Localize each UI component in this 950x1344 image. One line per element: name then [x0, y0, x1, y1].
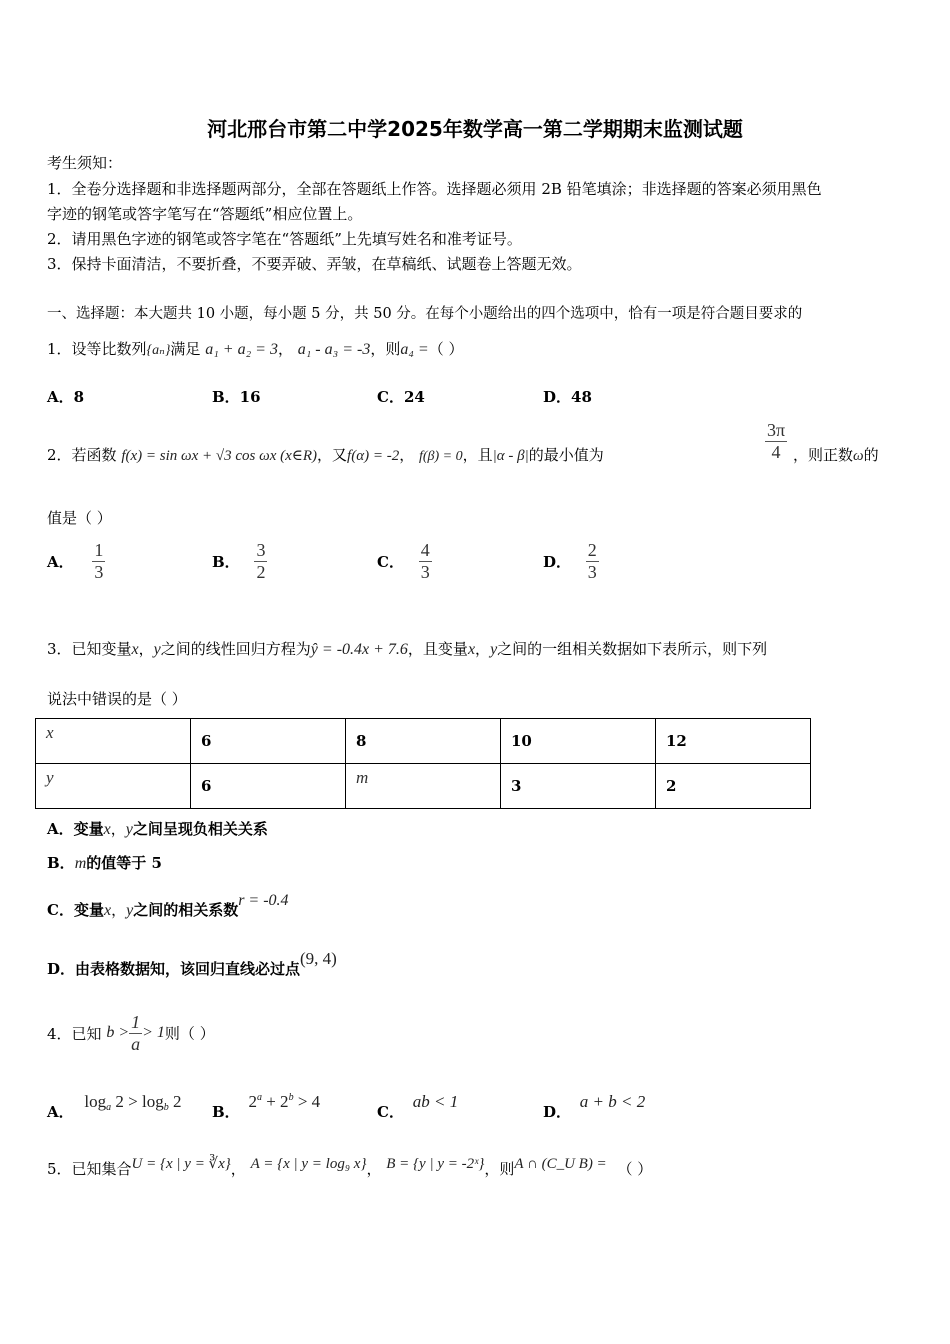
table-cell: 10 [501, 719, 656, 764]
q1-option-c[interactable]: C．24 [377, 388, 425, 406]
q4-option-b-label: B． [212, 1103, 240, 1121]
table-cell: 8 [346, 719, 501, 764]
q4-option-c-expr: ab < 1 [412, 1092, 459, 1111]
q3-option-a-label: A．变量 [47, 820, 104, 838]
q1-option-b[interactable]: B．16 [212, 388, 261, 406]
q4-den: a [131, 1033, 141, 1054]
q2-option-b[interactable] [212, 540, 267, 582]
q1-condition-1: a₁ + a₂ = 3 [205, 341, 278, 358]
q2-option-b-num: 3 [256, 540, 266, 560]
q4-option-c[interactable] [377, 1092, 458, 1122]
q2-option-c-num: 4 [420, 540, 430, 560]
q1-sep: ， [277, 340, 293, 358]
q4-option-d[interactable] [543, 1092, 645, 1122]
q3-option-d-point: (9, 4) [300, 949, 337, 968]
q3-option-c-label: C．变量 [47, 901, 104, 919]
question-5 [47, 1158, 652, 1179]
q2-min-num: 3π [767, 420, 786, 440]
notice-line-3: 3．保持卡面清洁，不要折叠，不要弄破、弄皱，在草稿纸、试题卷上答题无效。 [47, 255, 582, 273]
q3-x: x [131, 641, 139, 658]
q5-set-a: A = {x | y = log₉ x} [250, 1156, 367, 1172]
q3-option-c-comma: ， [111, 901, 127, 919]
q1-sequence: {aₙ} [146, 343, 171, 358]
q4-b: b > [106, 1024, 130, 1042]
q4-prefix: 4．已知 [47, 1024, 102, 1043]
q2-option-a[interactable] [47, 540, 105, 582]
data-table [35, 718, 811, 809]
q2-option-b-den: 2 [256, 561, 266, 582]
q3-x-2: x [467, 641, 476, 658]
q3-option-c-text: 之间的相关系数 [133, 901, 239, 919]
q3-option-a[interactable] [47, 818, 268, 839]
q2-option-a-den: 3 [94, 561, 104, 582]
table-row [36, 764, 811, 809]
q2-t2: ， [399, 446, 415, 464]
q3-t1: 之间的线性回归方程为 [160, 640, 311, 658]
q3-option-d-label: D．由表格数据知，该回归直线必过点 [47, 960, 301, 978]
question-1 [47, 338, 463, 359]
q3-t3: 之间的一组相关数据如下表所示，则下列 [497, 640, 768, 658]
q4-num: 1 [131, 1012, 141, 1032]
q2-omega: ω [853, 448, 864, 464]
q2-option-b-label: B． [212, 552, 240, 571]
q5-set-b: B = {y | y = -2ˣ} [386, 1156, 485, 1172]
q4-option-a-expr: $\log_a 2 > \log_b 2$ [84, 1092, 182, 1113]
q5-t1: ，则 [484, 1160, 515, 1178]
q2-option-a-num: 1 [94, 540, 104, 560]
q1-target: a₄ = [400, 341, 429, 358]
q2-option-c-den: 3 [420, 561, 430, 582]
table-cell: 6 [191, 764, 346, 809]
q1-option-d[interactable]: D．48 [543, 388, 592, 406]
table-cell: m [346, 764, 501, 809]
q2-option-d-den: 3 [587, 561, 597, 582]
q3-line-2: 说法中错误的是（ ） [47, 690, 187, 708]
table-cell: 6 [191, 719, 346, 764]
q4-option-d-expr: a + b < 2 [579, 1092, 646, 1111]
q2-t5: ，则正数 [793, 446, 854, 464]
q3-option-a-y: y [125, 821, 133, 838]
q5-t2: （ ） [617, 1160, 653, 1178]
q5-prefix: 5．已知集合 [47, 1160, 132, 1178]
q1-then: ，则 [370, 340, 401, 358]
q2-function: f(x) = sin ωx + √3 cos ωx (x∈R) [121, 448, 318, 464]
q2-option-d[interactable] [543, 540, 599, 582]
q4-option-b-expr: $2^a + 2^b > 4$ [248, 1092, 321, 1111]
q1-blank: （ ） [428, 340, 464, 358]
q2-t1: ，又 [317, 446, 348, 464]
table-cell: 12 [656, 719, 811, 764]
q3-option-c-x: x [103, 902, 112, 919]
q3-y: y [153, 641, 161, 658]
table-cell: y [36, 764, 191, 809]
q2-tail [793, 444, 879, 465]
q2-min-den: 4 [771, 441, 781, 462]
q2-prefix: 2．若函数 [47, 446, 117, 464]
q5-c1: ， [230, 1160, 246, 1178]
q3-t2: ，且变量 [407, 640, 468, 658]
q4-option-a-label: A． [47, 1103, 74, 1121]
q2-option-c[interactable] [377, 540, 432, 582]
q2-t4: 的最小值为 [528, 446, 604, 464]
q2-option-d-label: D． [543, 552, 572, 571]
q3-option-a-comma: ， [110, 820, 126, 838]
q2-option-a-label: A． [47, 552, 74, 571]
q4-option-b[interactable] [212, 1092, 320, 1122]
q3-option-a-text: 之间呈现负相关关系 [132, 820, 268, 838]
q3-option-b-m: m [74, 855, 87, 872]
question-4 [47, 1012, 215, 1054]
q4-t1: 则（ ） [164, 1024, 215, 1043]
q4-gt: > 1 [142, 1024, 165, 1042]
q2-abs: |α - β| [492, 448, 529, 464]
q4-option-a[interactable] [47, 1092, 181, 1122]
q2-cond-2: f(β) = 0 [419, 449, 463, 464]
notice-line-1a: 1．全卷分选择题和非选择题两部分，全部在答题纸上作答。选择题必须用 2B 铅笔填涂；非选择题的答案必须用黑色 [47, 180, 822, 198]
q3-option-d[interactable] [47, 949, 337, 979]
q4-option-c-label: C． [377, 1103, 404, 1121]
table-cell: 3 [501, 764, 656, 809]
question-3 [47, 638, 767, 659]
q2-option-c-label: C． [377, 552, 404, 571]
q3-option-c-y: y [126, 902, 134, 919]
q3-prefix: 3．已知变量 [47, 640, 132, 658]
section-heading: 一、选择题：本大题共 10 小题，每小题 5 分，共 50 分。在每个小题给出的四个选项中，恰有一项是符合题目要求的 [47, 306, 803, 322]
q5-c2: ， [366, 1160, 382, 1178]
q3-comma: ， [138, 640, 154, 658]
notice-heading: 考生须知： [47, 154, 123, 172]
question-2 [47, 444, 604, 465]
q1-option-a[interactable]: A．8 [47, 388, 85, 406]
q3-option-b[interactable] [47, 852, 162, 873]
q1-condition-2: a₁ - a₃ = -3 [297, 341, 371, 358]
table-cell: 2 [656, 764, 811, 809]
q3-option-c-r: r = -0.4 [238, 892, 289, 909]
q4-option-d-label: D． [543, 1103, 572, 1121]
q3-option-c[interactable] [47, 892, 289, 920]
q3-option-b-text: 的值等于 5 [86, 854, 162, 872]
q3-option-a-x: x [103, 821, 111, 838]
q3-regression: ŷ = -0.4x + 7.6 [310, 641, 408, 658]
q2-option-d-num: 2 [587, 540, 597, 560]
q3-y-2: y [490, 641, 498, 658]
page-title: 河北邢台市第二中学2025年数学高一第二学期期末监测试题 [207, 117, 743, 141]
q2-min-fraction [765, 420, 787, 462]
q2-t3: ，且 [462, 446, 493, 464]
q2-line-2: 值是（ ） [47, 509, 112, 527]
q3-option-b-label: B． [47, 854, 75, 872]
table-row [36, 719, 811, 764]
q2-cond-1: f(α) = -2 [347, 448, 400, 464]
q3-comma-2: ， [475, 640, 491, 658]
q1-text: 满足 [170, 340, 201, 358]
q2-t6: 的 [863, 446, 879, 464]
q1-prefix: 1．设等比数列 [47, 340, 147, 358]
q5-set-u: U = {x | y = ∛x} [131, 1156, 231, 1172]
notice-line-2: 2．请用黑色字迹的钢笔或答字笔在“答题纸”上先填写姓名和准考证号。 [47, 230, 522, 248]
q5-expr: A ∩ (C_U B) = [514, 1156, 607, 1172]
table-cell: x [36, 719, 191, 764]
notice-line-1b: 字迹的钢笔或答字笔写在“答题纸”相应位置上。 [47, 205, 363, 223]
